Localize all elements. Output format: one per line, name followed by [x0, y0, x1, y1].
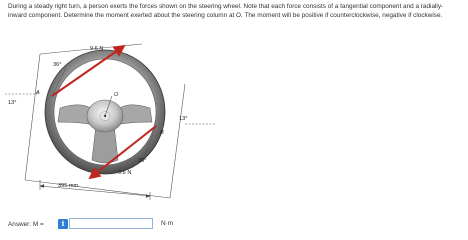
answer-unit: N·m	[161, 220, 174, 227]
force-label-top: 9.6 N	[90, 46, 104, 52]
point-b-label: B	[160, 130, 164, 136]
angle-label-top: 36°	[53, 62, 62, 68]
force-label-bottom: 9.6 N	[118, 170, 132, 176]
answer-input[interactable]	[69, 218, 153, 229]
tilt-label-left: 13°	[8, 100, 17, 106]
steering-wheel	[45, 50, 165, 174]
problem-statement: During a steady right turn, a person exerts the forces shown on the steering wheel. Note that each force consists of a tangential component and a radially-inward component. Determine the moment exerted about the steering column at O. The moment will be positive if counterclockwise, negative if clockwise.	[8, 3, 444, 20]
point-o-label: O	[114, 92, 119, 98]
answer-label: Answer: M =	[8, 220, 44, 228]
dimension-line	[40, 185, 150, 198]
point-a-label: A	[36, 90, 40, 96]
info-icon[interactable]: i	[58, 219, 68, 229]
diameter-label: 395 mm	[58, 183, 79, 189]
tilt-label-right: 13°	[179, 116, 188, 122]
angle-label-bottom: 36°	[138, 158, 147, 164]
